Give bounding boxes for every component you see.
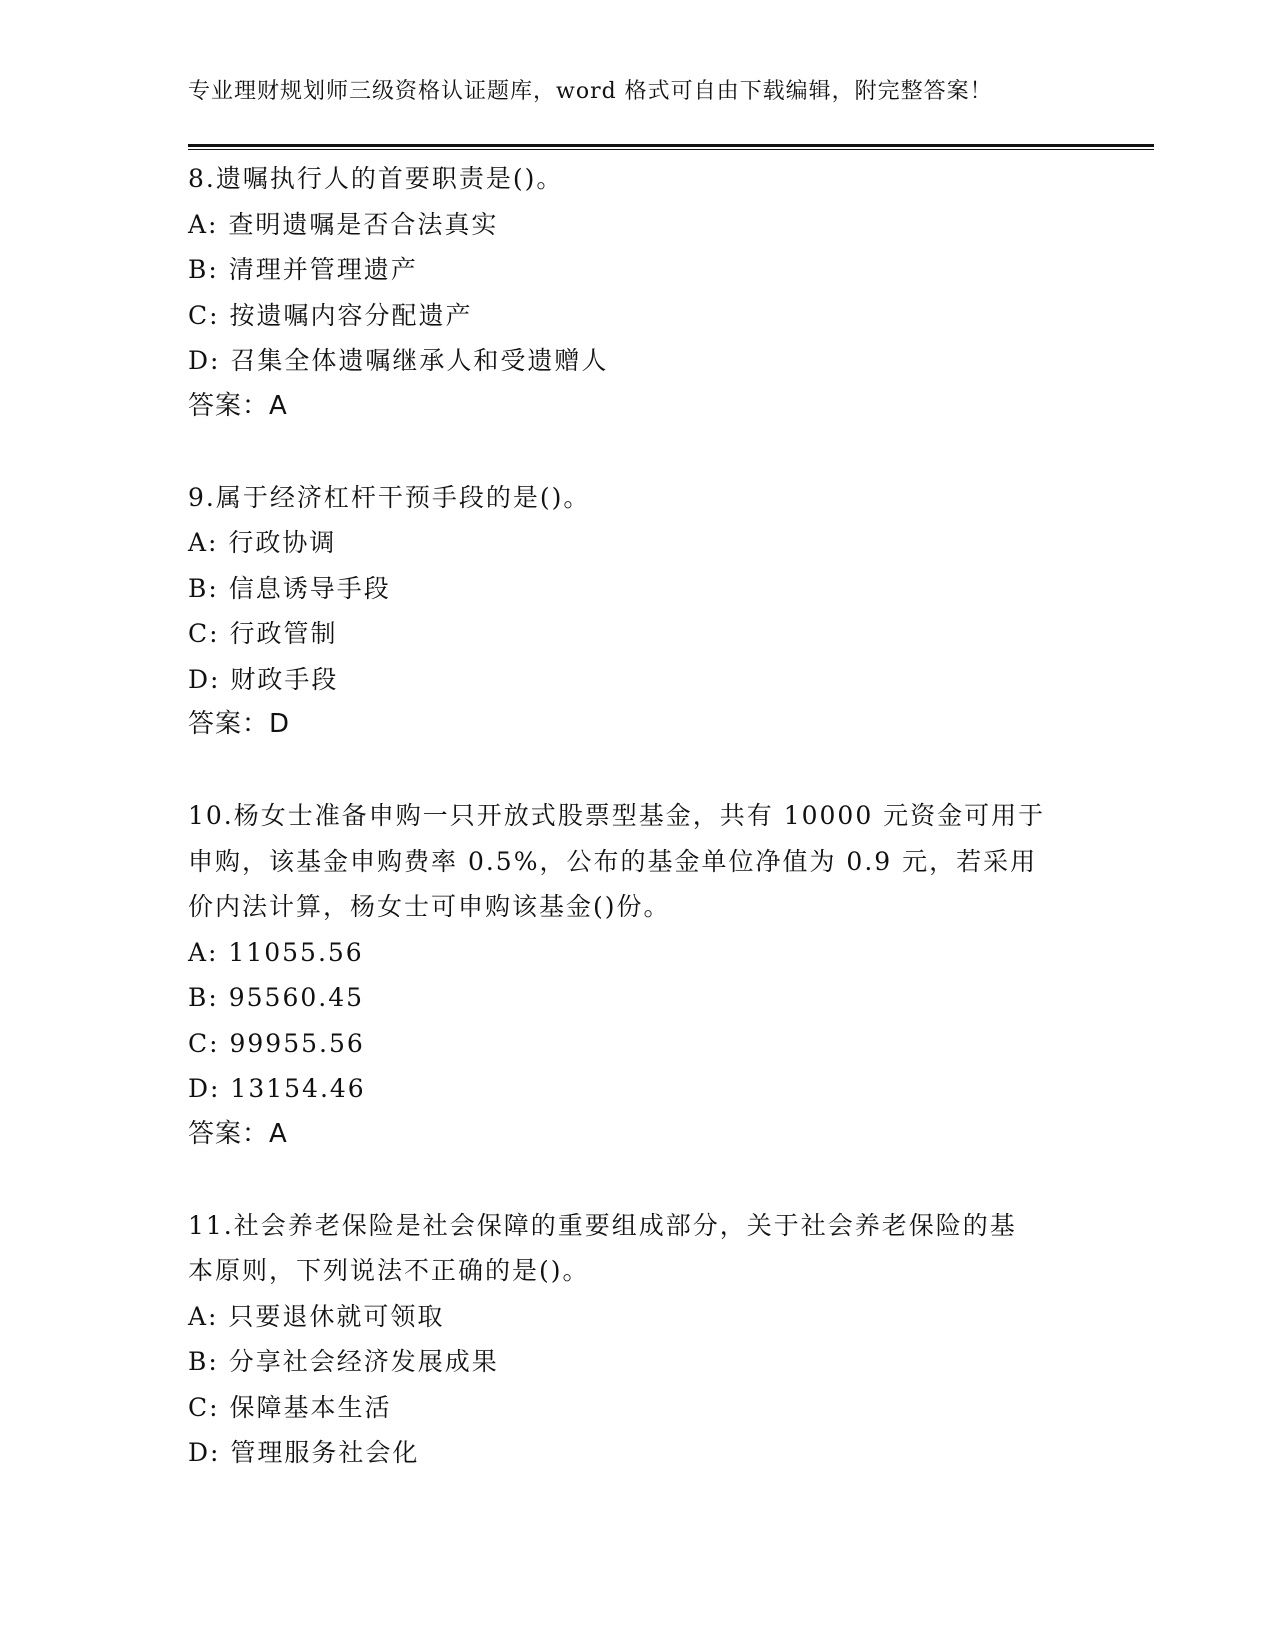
question-stem-line: 8.遗嘱执行人的首要职责是()。 bbox=[188, 164, 564, 193]
option-b: B: 95560.45 bbox=[188, 983, 365, 1012]
option-a: A: 查明遗嘱是否合法真实 bbox=[188, 209, 499, 239]
option-c: C: 保障基本生活 bbox=[188, 1392, 392, 1422]
option-a: A: 行政协调 bbox=[188, 528, 337, 557]
question-stem-line: 价内法计算，杨女士可申购该基金()份。 bbox=[188, 892, 671, 921]
spacer bbox=[188, 429, 1088, 475]
option-d: D: 召集全体遗嘱继承人和受遗赠人 bbox=[188, 346, 609, 375]
question-stem-line: 11.社会养老保险是社会保障的重要组成部分，关于社会养老保险的基 bbox=[188, 1210, 1017, 1240]
answer-line: 答案：D bbox=[188, 709, 291, 739]
question-10 bbox=[188, 793, 1088, 1157]
option-b: B: 分享社会经济发展成果 bbox=[188, 1347, 499, 1376]
option-b: B: 清理并管理遗产 bbox=[188, 255, 418, 284]
answer-line: 答案：A bbox=[188, 1118, 288, 1149]
option-a: A: 11055.56 bbox=[188, 937, 364, 967]
question-stem-line: 10.杨女士准备申购一只开放式股票型基金，共有 10000 元资金可用于 bbox=[188, 801, 1046, 830]
option-c: C: 按遗嘱内容分配遗产 bbox=[188, 300, 473, 330]
header-rule-thick bbox=[188, 144, 1154, 147]
question-stem-line: 申购，该基金申购费率 0.5%，公布的基金单位净值为 0.9 元，若采用 bbox=[188, 846, 1038, 876]
question-stem-line: 9.属于经济杠杆干预手段的是()。 bbox=[188, 482, 591, 512]
option-c: C: 99955.56 bbox=[188, 1028, 365, 1058]
spacer bbox=[188, 748, 1088, 794]
answer-line: 答案：A bbox=[188, 390, 288, 421]
spacer bbox=[188, 1157, 1088, 1203]
option-d: D: 管理服务社会化 bbox=[188, 1438, 420, 1467]
header-rule-thin bbox=[188, 149, 1154, 150]
document-header: 专业理财规划师三级资格认证题库，word 格式可自由下载编辑，附完整答案！ bbox=[188, 79, 993, 104]
option-c: C: 行政管制 bbox=[188, 619, 338, 648]
option-d: D: 财政手段 bbox=[188, 664, 339, 694]
question-11 bbox=[188, 1203, 1088, 1476]
question-stem-line: 本原则，下列说法不正确的是()。 bbox=[188, 1256, 590, 1285]
option-b: B: 信息诱导手段 bbox=[188, 573, 391, 603]
question-9 bbox=[188, 475, 1088, 748]
question-8 bbox=[188, 156, 1088, 429]
option-a: A: 只要退休就可领取 bbox=[188, 1301, 445, 1331]
question-list bbox=[188, 156, 1088, 1476]
option-d: D: 13154.46 bbox=[188, 1074, 366, 1103]
